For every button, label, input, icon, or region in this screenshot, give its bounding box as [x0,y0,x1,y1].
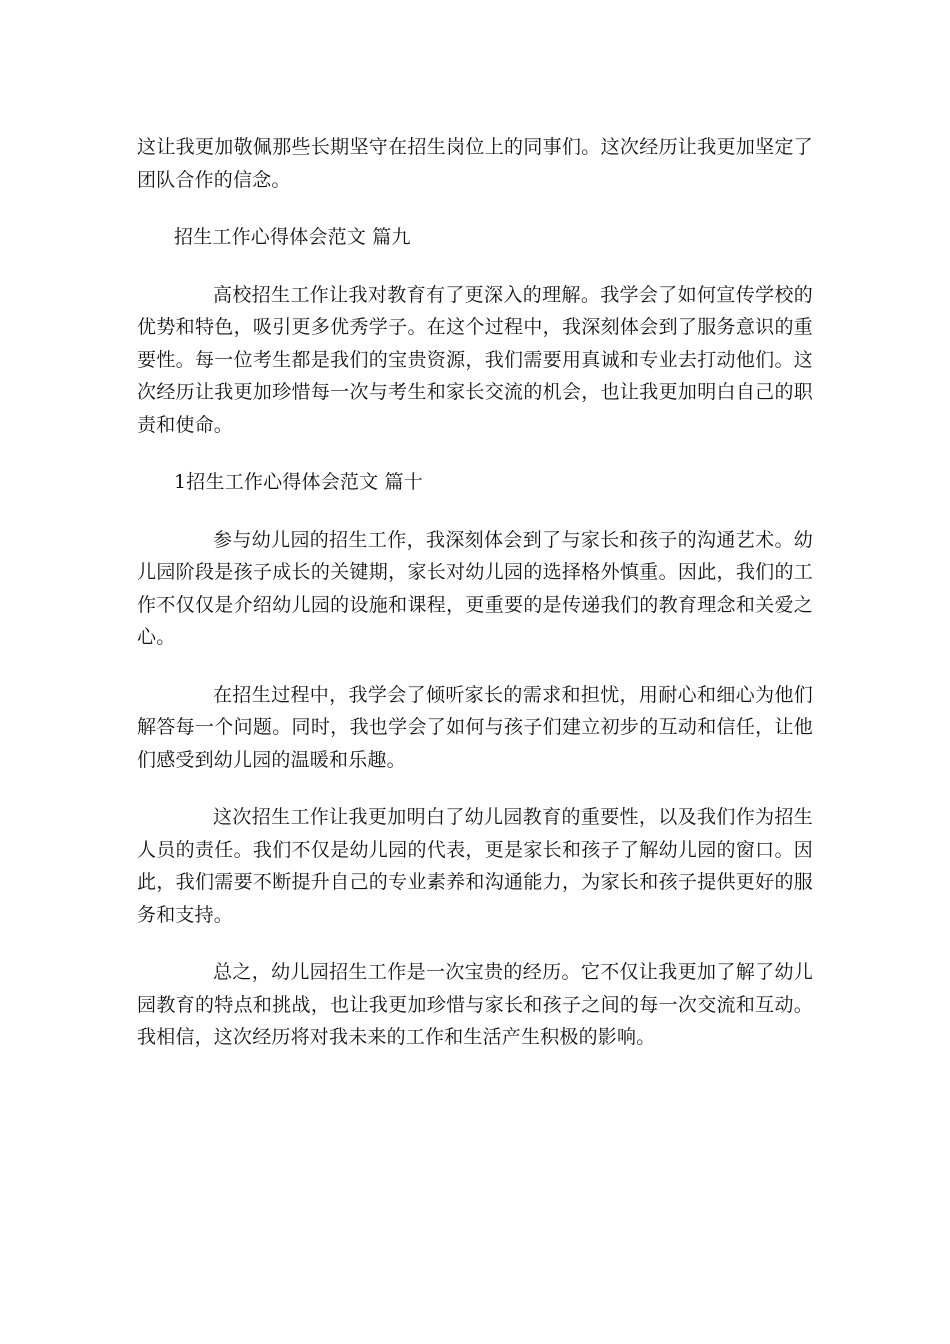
paragraph-kindergarten-communication: 参与幼儿园的招生工作，我深刻体会到了与家长和孩子的沟通艺术。幼儿园阶段是孩子成长的关键期，家长对幼儿园的选择格外慎重。因此，我们的工作不仅仅是介绍幼儿园的设施和课程，更重要的是传递我们的教育理念和关爱之心。 [137,528,813,648]
paragraph-responsibility: 这次招生工作让我更加明白了幼儿园教育的重要性，以及我们作为招生人员的责任。我们不仅是幼儿园的代表，更是家长和孩子了解幼儿园的窗口。因此，我们需要不断提升自己的专业素养和沟通能力，为家长和孩子提供更好的服务和支持。 [137,806,813,926]
paragraph-university-admissions: 高校招生工作让我对教育有了更深入的理解。我学会了如何宣传学校的优势和特色，吸引更多优秀学子。在这个过程中，我深刻体会到了服务意识的重要性。每一位考生都是我们的宝贵资源，我们需要用真诚和专业去打动他们。这次经历让我更加珍惜每一次与考生和家长交流的机会，也让我更加明白自己的职责和使命。 [137,283,813,436]
section-heading-part-ten: 1招生工作心得体会范文 篇十 [174,471,423,493]
document-body [137,131,813,1054]
paragraph-conclusion: 总之，幼儿园招生工作是一次宝贵的经历。它不仅让我更加了解了幼儿园教育的特点和挑战，也让我更加珍惜与家长和孩子之间的每一次交流和互动。我相信，这次经历将对我未来的工作和生活产生积极的影响。 [137,961,813,1048]
paragraph-listening-to-parents: 在招生过程中，我学会了倾听家长的需求和担忧，用耐心和细心为他们解答每一个问题。同时，我也学会了如何与孩子们建立初步的互动和信任，让他们感受到幼儿园的温暖和乐趣。 [137,683,813,771]
section-heading-part-nine: 招生工作心得体会范文 篇九 [174,226,411,248]
paragraph-intro-continued: 这让我更加敬佩那些长期坚守在招生岗位上的同事们。这次经历让我更加坚定了团队合作的信念。 [137,136,813,191]
